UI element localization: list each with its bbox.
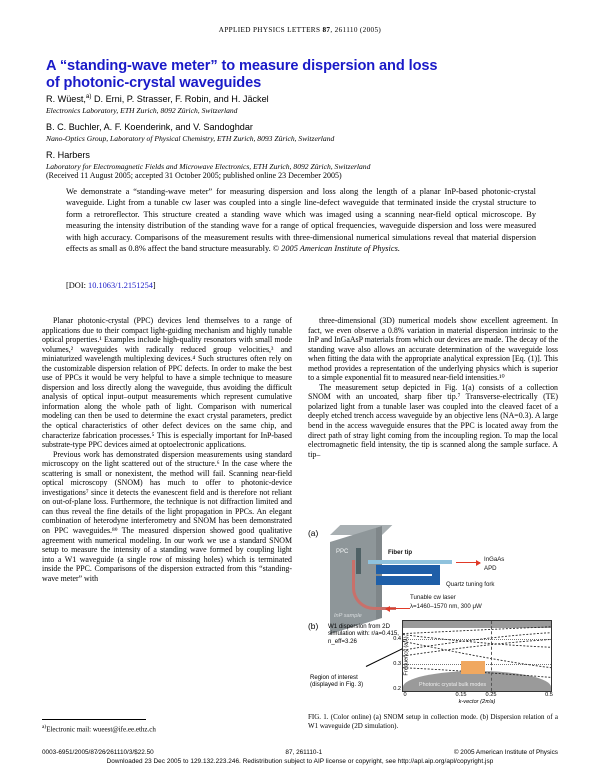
doi-line: [66, 281, 156, 290]
body-column-left: [42, 316, 292, 583]
dispersion-chart: [393, 620, 553, 705]
band-5-curve: [403, 639, 551, 656]
y-tick: 0.4: [393, 636, 401, 642]
footer-download-notice: Downloaded 23 Dec 2005 to 129.132.223.246. Redistribution subject to AIP license or copyright, see http://apl.aip.org/apl/copyright.jsp: [106, 757, 494, 765]
detector-label-line-2: APD: [484, 565, 497, 572]
author-group: [46, 91, 556, 116]
journal-volume: 87: [322, 26, 331, 34]
author-names-rest: D. Erni, P. Strasser, F. Robin, and H. Jäckel: [91, 94, 269, 105]
laser-label-line-2: λ=1460–1570 nm, 300 μW: [410, 603, 482, 610]
y-tick: 0.2: [393, 686, 401, 692]
x-tick: 0.15: [455, 692, 467, 698]
footer-issn: 0003-6951/2005/87⁄26⁄261110/3/$22.50: [42, 749, 154, 756]
figure-panel-b-label: (b): [308, 621, 319, 631]
region-of-interest-annotation: [310, 674, 363, 689]
region-of-interest-box: [461, 661, 485, 674]
author-group: [46, 150, 556, 172]
y-tick: 0.3: [393, 661, 401, 667]
author-group: [46, 122, 556, 144]
author-affiliation: Nano-Optics Group, Laboratory of Physical Chemistry, ETH Zurich, 8093 Zürich, Switzerland: [46, 134, 335, 144]
paragraph: three-dimensional (3D) numerical models show excellent agreement. In fact, we even observe a 0.8% variation in material dispersion intrinsic to the InP and InGaAsP materials from which our devices are made. The decay of the standing wave also allows an accurate determination of the waveguide loss when fitting the data with the appropriate analytical expression [Eq. (1)]. This method provides a representation of the underlying physics which is superior to a simple exponential fit to measured near-field intensities.¹⁰: [308, 316, 558, 383]
title-line-1: A “standing-wave meter” to measure dispersion and loss: [46, 57, 438, 74]
bulk-modes-label: Photonic crystal bulk modes: [419, 682, 487, 688]
laser-input-arrow-icon: [386, 608, 410, 609]
k-vector-marker-line: [491, 621, 492, 691]
author-affiliation: Electronics Laboratory, ETH Zurich, 8092 Zürich, Switzerland: [46, 106, 238, 116]
paragraph: Previous work has demonstrated dispersion measurements using standard microscopy on the light scattered out of the structure.⁶ In the case where the scattering is small or nonexistent, the method will fail. Scanning near-field optical microscopy (SNOM) has much to offer to photonic-device investigations⁷ since it detects the evanescent field and is therefore not reliant on out-of-plane loss. Furthermore, the technique is not diffraction limited and can thus reveal the fine details of the light propagation in PPCs. An elegant combination of heterodyne interferometry and SNOM has been demonstrated on PPC waveguides.⁸⁹ The measured dispersion showed good qualitative agreement with numerical modeling. In our work we use a standard SNOM setup to measure the intensity of a standing wave formed by coupling light into a W1 waveguide (a single row of missing holes) which is terminated inside the PPC. Comparisons of the dispersion extracted from this “standing-wave meter” with: [42, 449, 292, 583]
x-tick: 0: [403, 692, 407, 698]
fiber-tip-bar: [368, 560, 452, 564]
doi-link[interactable]: 10.1063/1.2151254: [88, 281, 153, 290]
author-affiliation: Laboratory for Electromagnetic Fields and Microwave Electronics, ETH Zurich, 8092 Zürich, Switzerland: [46, 162, 371, 172]
author-names: [46, 91, 556, 105]
author-footnote-marker: a): [85, 93, 92, 100]
doi-prefix: [DOI:: [66, 281, 89, 290]
figure-1: [306, 524, 560, 704]
abstract-text: We demonstrate a “standing-wave meter” for measuring dispersion and loss along the length of a planar InP-based photonic-crystal waveguide. Light from a tunable cw laser was coupled into a single line-defect waveguide that terminated inside the crystal structure to form a retroreflector. This structure created a standing wave which was imaged using a scanning near-field optical microscope. By measuring the intensity distribution of the standing wave for a range of optical frequencies, waveguide dispersion and loss were measured with high accuracy. Comparisons of the measurement results with three-dimensional numerical simulations reveal that material dispersion effects as small as 0.8% affect the band structure measurably. ©: [66, 187, 536, 254]
author-names: R. Harbers: [46, 150, 90, 161]
page-title: [46, 58, 556, 93]
tuning-fork-lower-prong: [376, 576, 438, 585]
journal-article-id: ,: [330, 26, 335, 34]
paragraph: The measurement setup depicted in Fig. 1(a) consists of a collection SNOM with an uncoated, sharp fiber tip.⁷ Transverse-electrically (TE) polarized light from a tunable laser was coupled into the cleaved facet of a deeply etched trench access waveguide by an objective lens (NA=0.3). A large bend in the access waveguide ensures that the PPC is located away from the direct path of stray light coming from the incoupling region. To map the local electromagnetic field intensity, the tip is scanned along the sample surface. A tip–: [308, 382, 558, 459]
body-column-right: [308, 316, 558, 459]
tuning-fork-label: Quartz tuning fork: [446, 581, 495, 588]
abstract: [66, 186, 536, 254]
figure-panel-a-label: (a): [308, 528, 319, 538]
x-axis-label: k-vector (2π/a): [458, 699, 496, 705]
author-names: B. C. Buchler, A. F. Koenderink, and V. Sandoghdar: [46, 122, 253, 133]
journal-reference: [0, 26, 600, 34]
author-names-text: R. Wüest,: [46, 94, 86, 105]
paragraph: Planar photonic-crystal (PPC) devices lend themselves to a range of applications due to their compact light-guiding mechanism and highly tunable optical properties.¹ Examples include high-quality resonators with small mode volumes,² waveguides with radically reduced group velocities,³ and miniaturized wavelength multiplexing devices.⁴ Such structures often rely on the customizable dispersion relation of PPC defects. In order to make the best use of PPCs it would be very helpful to have a simple technique to measure dispersion and loss directly along the waveguide, thus avoiding the difficult analysis of optical input–output measurements which represent cumulative information along the whole path of light. Comparison with numerical modeling can then be used to determine the exact crystal parameters, predict the optical characteristics of other defect devices on the same chip, and characterize fabrication processes.⁵ This is especially important for InP-based substrate-type PPC devices aimed at optoelectronic applications.: [42, 316, 292, 450]
band-1-curve: [403, 627, 551, 634]
footer-volume: 87: [285, 749, 293, 756]
x-tick: 0.25: [485, 692, 497, 698]
footer-copyright: © 2005 American Institute of Physics: [453, 749, 558, 756]
x-tick: 0.5: [545, 692, 553, 698]
roi-label-line-1: Region of interest: [310, 674, 358, 681]
doi-suffix: ]: [152, 281, 156, 290]
detector-arrow-icon: [456, 562, 480, 563]
detector-label-line-1: InGaAs: [484, 556, 505, 563]
figure-caption: FIG. 1. (Color online) (a) SNOM setup in collection mode. (b) Dispersion relation of a W1 waveguide (2D simulation).: [308, 713, 558, 730]
author-block: [46, 91, 556, 178]
y-axis-label: Frequency (a/λ): [403, 636, 410, 676]
footnote-rule: [42, 719, 146, 720]
tuning-fork-upper-prong: [376, 565, 438, 574]
journal-name: APPLIED PHYSICS LETTERS: [218, 26, 321, 34]
band-structure-curves: [403, 621, 551, 691]
footer-article-page: , 261110-1: [292, 749, 323, 756]
panel-b-description: W1 dispersion from 2D simulation with: r/a=0.415, n_eff=3.26: [328, 623, 399, 645]
fiber-tip-label: Fiber tip: [388, 549, 413, 556]
band-2-curve: [403, 635, 551, 648]
footnote-marker: a): [42, 724, 47, 730]
abstract-copyright: 2005 American Institute of Physics.: [281, 244, 400, 254]
laser-label-line-1: Tunable cw laser: [410, 594, 456, 601]
footnote-text: Electronic mail: wueest@ife.ee.ethz.ch: [46, 725, 156, 734]
tuning-fork-base: [432, 565, 440, 585]
received-dates: (Received 11 August 2005; accepted 31 October 2005; published online 23 December 2005): [46, 171, 342, 180]
roi-label-line-2: (displayed in Fig. 3): [310, 681, 364, 689]
ppc-label: PPC: [336, 549, 349, 555]
inp-sample-label: InP sample: [334, 613, 362, 619]
title-line-2: of photonic-crystal waveguides: [46, 75, 262, 92]
footer-page-number: [285, 749, 322, 756]
journal-article-number: 261110 (2005): [334, 26, 382, 34]
page-footer: [42, 749, 558, 765]
band-3-curve: [403, 633, 551, 651]
footnote: [42, 723, 292, 734]
